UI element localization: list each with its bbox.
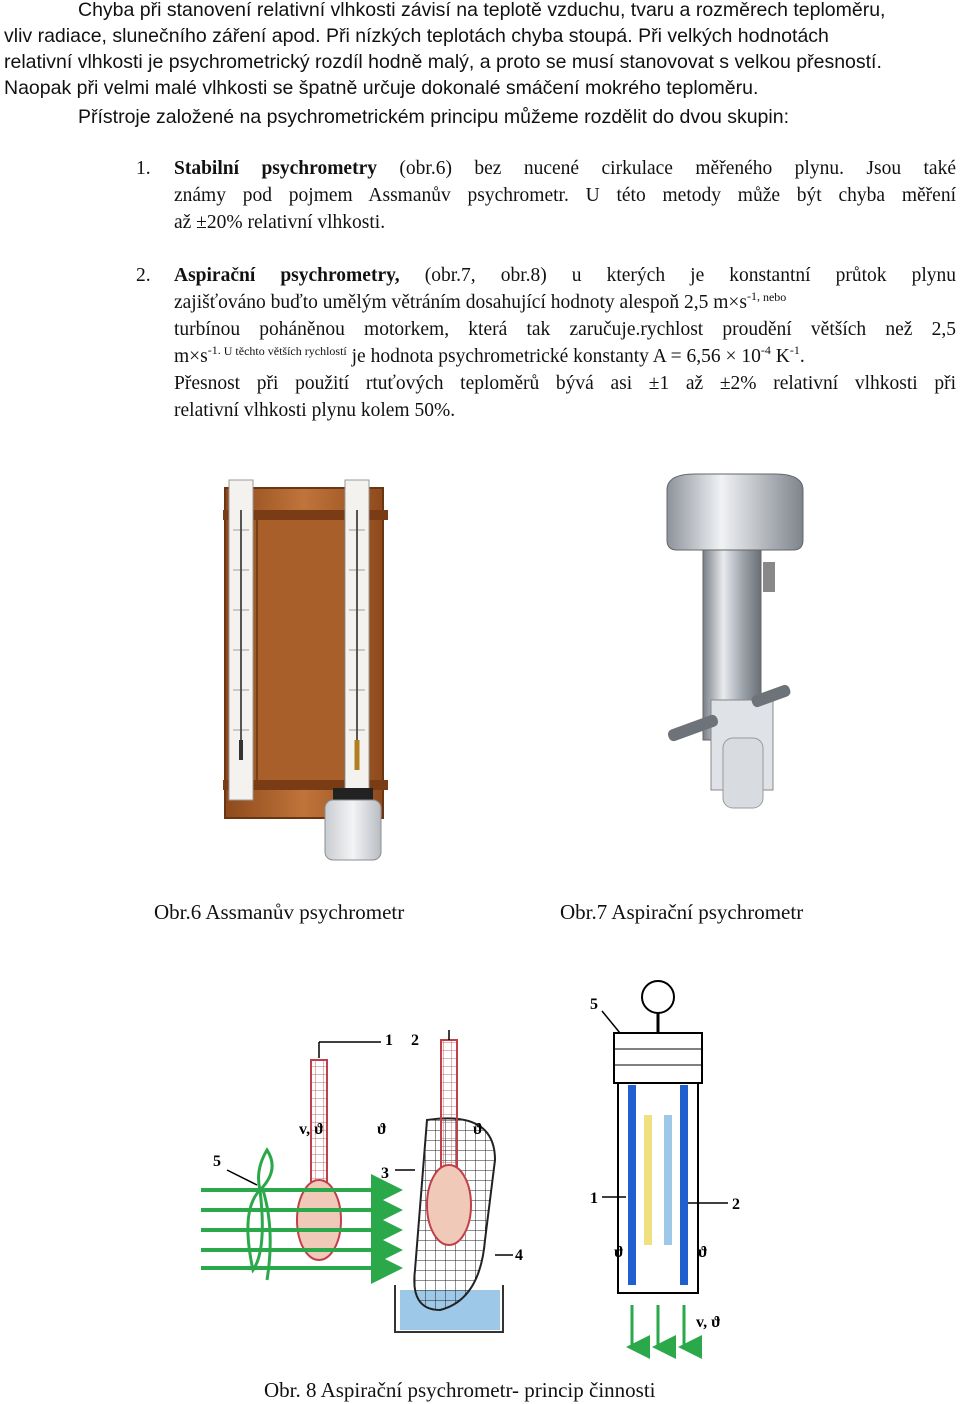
list-item-1-line-2: známy pod pojmem Assmanův psychrometr. U této metody může být chyba měření: [174, 185, 956, 206]
label-theta-m: ϑ: [473, 1121, 483, 1138]
list-item-2-line-2: zajišťováno buďto umělým větráním dosahující hodnoty alespoň 2,5 $m\times s^{-1,}$ $^{nebo}$: [174, 288, 787, 313]
intro-line-3: relativní vlhkosti je psychrometrický rozdíl hodně malý, a proto se musí stanovovat s velkou přesností.: [4, 51, 882, 73]
figure-7-aspirating-psychrometer: [655, 470, 815, 870]
label-v-theta: v, ϑ: [696, 1314, 721, 1331]
label-4: 4: [515, 1247, 523, 1264]
label-theta-m: ϑ: [698, 1244, 708, 1261]
list-item-1-title: Stabilní psychrometry: [174, 158, 377, 179]
list-item-1-line-1: Stabilní psychrometry (obr.6) bez nucené cirkulace měřeného plynu. Jsou také: [174, 158, 956, 179]
list-item-2-line-3: turbínou poháněnou motorkem, která tak zaručuje.rychlost proudění větších než 2,5: [174, 319, 956, 340]
thermometer-wet: [441, 1040, 457, 1180]
figure-8-schematic: [580, 975, 760, 1365]
figure-6-caption: Obr.6 Assmanův psychrometr: [154, 900, 405, 924]
label-1: 1: [590, 1190, 598, 1207]
label-theta: ϑ: [377, 1121, 387, 1138]
list-item-2-line-4: $m\times s^{-1.}$ $^{U těchto větších rychlostí}$ je hodnota psychrometrické konstanty $A = 6,56 \times 10^{-4}$ $K^{-1}$.: [174, 342, 805, 367]
list-item-2-title: Aspirační psychrometry,: [174, 265, 400, 286]
list-item-1-line-3: až ±20% relativní vlhkosti.: [174, 212, 386, 233]
list-number: 2.: [136, 265, 151, 286]
label-theta: ϑ: [614, 1244, 624, 1261]
label-v-theta: v, ϑ: [299, 1121, 324, 1138]
list-item-2-line-6: relativní vlhkosti plynu kolem 50%.: [174, 400, 456, 421]
intro-line-5: Přístroje založené na psychrometrickém principu můžeme rozdělit do dvou skupin:: [78, 106, 789, 128]
intro-line-4: Naopak při velmi malé vlhkosti se špatně určuje dokonalé smáčení mokrého teploměru.: [4, 77, 759, 99]
figure-6-assmann-psychrometer: [205, 470, 395, 870]
intro-line-1: Chyba při stanovení relativní vlhkosti závisí na teplotě vzduchu, tvaru a rozměrech teploměru,: [78, 0, 886, 21]
label-5: 5: [213, 1153, 221, 1170]
intro-line-2: vliv radiace, slunečního záření apod. Při nízkých teplotách chyba stoupá. Při velkých hodnotách: [4, 25, 829, 47]
label-3: 3: [381, 1165, 389, 1182]
figure-8-principle-diagram: [195, 1010, 545, 1355]
figure-8-caption: Obr. 8 Aspirační psychrometr- princip činnosti: [264, 1378, 656, 1402]
list-item-2-line-1: Aspirační psychrometry, (obr.7, obr.8) u kterých je konstantní průtok plynu: [174, 265, 956, 286]
label-2: 2: [411, 1032, 419, 1049]
figure-7-caption: Obr.7 Aspirační psychrometr: [560, 900, 804, 924]
list-number: 1.: [136, 158, 151, 179]
label-2: 2: [732, 1196, 740, 1213]
label-5: 5: [590, 996, 598, 1013]
list-item-2-line-5: Přesnost při použití rtuťových teploměrů bývá asi ±1 až ±2% relativní vlhkosti při: [174, 373, 956, 394]
label-1: 1: [385, 1032, 393, 1049]
